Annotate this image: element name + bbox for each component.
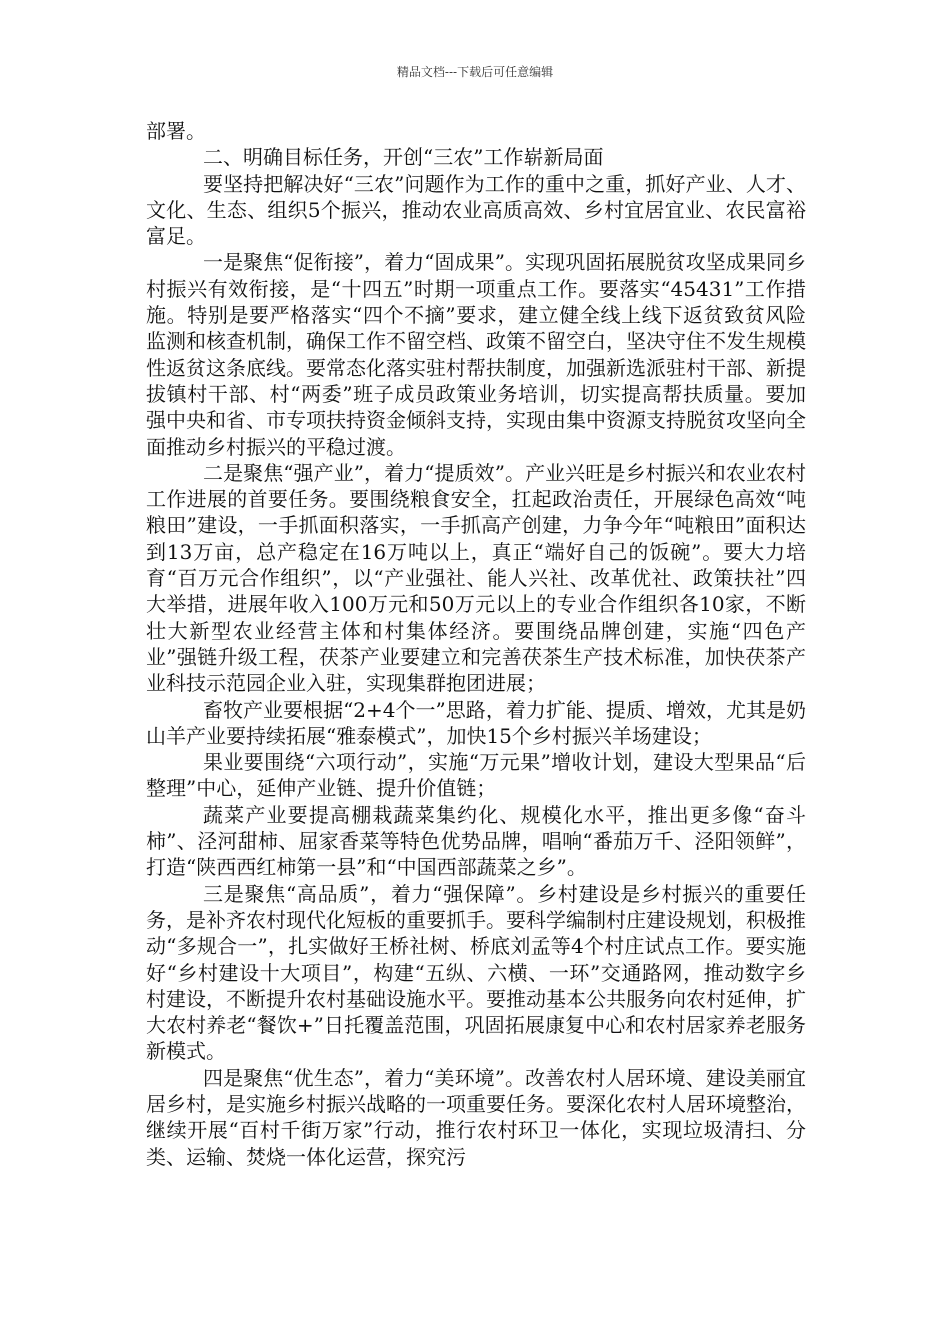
section-heading: 二、明确目标任务，开创“三农”工作崭新局面 (203, 145, 604, 170)
paragraph: 三是聚焦“高品质”，着力“强保障”。乡村建设是乡村振兴的重要任务，是补齐农村现代化短板的重要抓手。要科学编制村庄建设规划，积极推动“多规合一”，扎实做好王桥社树、桥底刘孟等4个村庄试点工作。要实施好“乡村建设十大项目”，构建“五纵、六横、一环”交通路网，推动数字乡村建设，不断提升农村基础设施水平。要推动基本公共服务向农村延伸，扩大农村养老“餐饮+”日托覆盖范围，巩固拓展康复中心和农村居家养老服务新模式。 (146, 881, 806, 1064)
paragraph: 畜牧产业要根据“2+4个一”思路，着力扩能、提质、增效，尤其是奶山羊产业要持续拓展“雅泰模式”，加快15个乡村振兴羊场建设； (146, 697, 806, 748)
paragraph: 一是聚焦“促衔接”，着力“固成果”。实现巩固拓展脱贫攻坚成果同乡村振兴有效衔接，是“十四五”时期一项重点工作。要落实“45431”工作措施。特别是要严格落实“四个不摘”要求，建立健全线上线下返贫致贫风险监测和核查机制，确保工作不留空档、政策不留空白，坚决守住不发生规模性返贫这条底线。要常态化落实驻村帮扶制度，加强新选派驻村干部、新提拔镇村干部、村“两委”班子成员政策业务培训，切实提高帮扶质量。要加强中央和省、市专项扶持资金倾斜支持，实现由集中资源支持脱贫攻坚向全面推动乡村振兴的平稳过渡。 (146, 250, 806, 459)
paragraph: 要坚持把解决好“三农”问题作为工作的重中之重，抓好产业、人才、文化、生态、组织5个振兴，推动农业高质高效、乡村宜居宜业、农民富裕富足。 (146, 171, 806, 249)
paragraph: 四是聚焦“优生态”，着力“美环境”。改善农村人居环境、建设美丽宜居乡村，是实施乡村振兴战略的一项重要任务。要深化农村人居环境整治，继续开展“百村千街万家”行动，推行农村环卫一体化，实现垃圾清扫、分类、运输、焚烧一体化运营，探究污 (146, 1065, 806, 1169)
page-header: 精品文档---下载后可任意编辑 (396, 65, 554, 79)
paragraph: 果业要围绕“六项行动”，实施“万元果”增收计划，建设大型果品“后整理”中心，延伸产业链、提升价值链； (146, 750, 806, 801)
paragraph: 二是聚焦“强产业”，着力“提质效”。产业兴旺是乡村振兴和农业农村工作进展的首要任务。要围绕粮食安全，扛起政治责任，开展绿色高效“吨粮田”建设，一手抓面积落实，一手抓高产创建，力争今年“吨粮田”面积达到13万亩，总产稳定在16万吨以上，真正“端好自己的饭碗”。要大力培育“百万元合作组织”，以“产业强社、能人兴社、改革优社、政策扶社”四大举措，进展年收入100万元和50万元以上的专业合作组织各10家，不断壮大新型农业经营主体和村集体经济。要围绕品牌创建，实施“四色产业”强链升级工程，茯茶产业要建立和完善茯茶生产技术标准，加快茯茶产业科技示范园企业入驻，实现集群抱团进展； (146, 460, 806, 696)
paragraph: 部署。 (146, 119, 206, 143)
paragraph: 蔬菜产业要提高棚栽蔬菜集约化、规模化水平，推出更多像“奋斗柿”、泾河甜柿、屈家香菜等特色优势品牌，唱响“番茄万千、泾阳领鲜”，打造“陕西西红柿第一县”和“中国西部蔬菜之乡”。 (146, 802, 806, 880)
document-body (146, 118, 806, 1170)
